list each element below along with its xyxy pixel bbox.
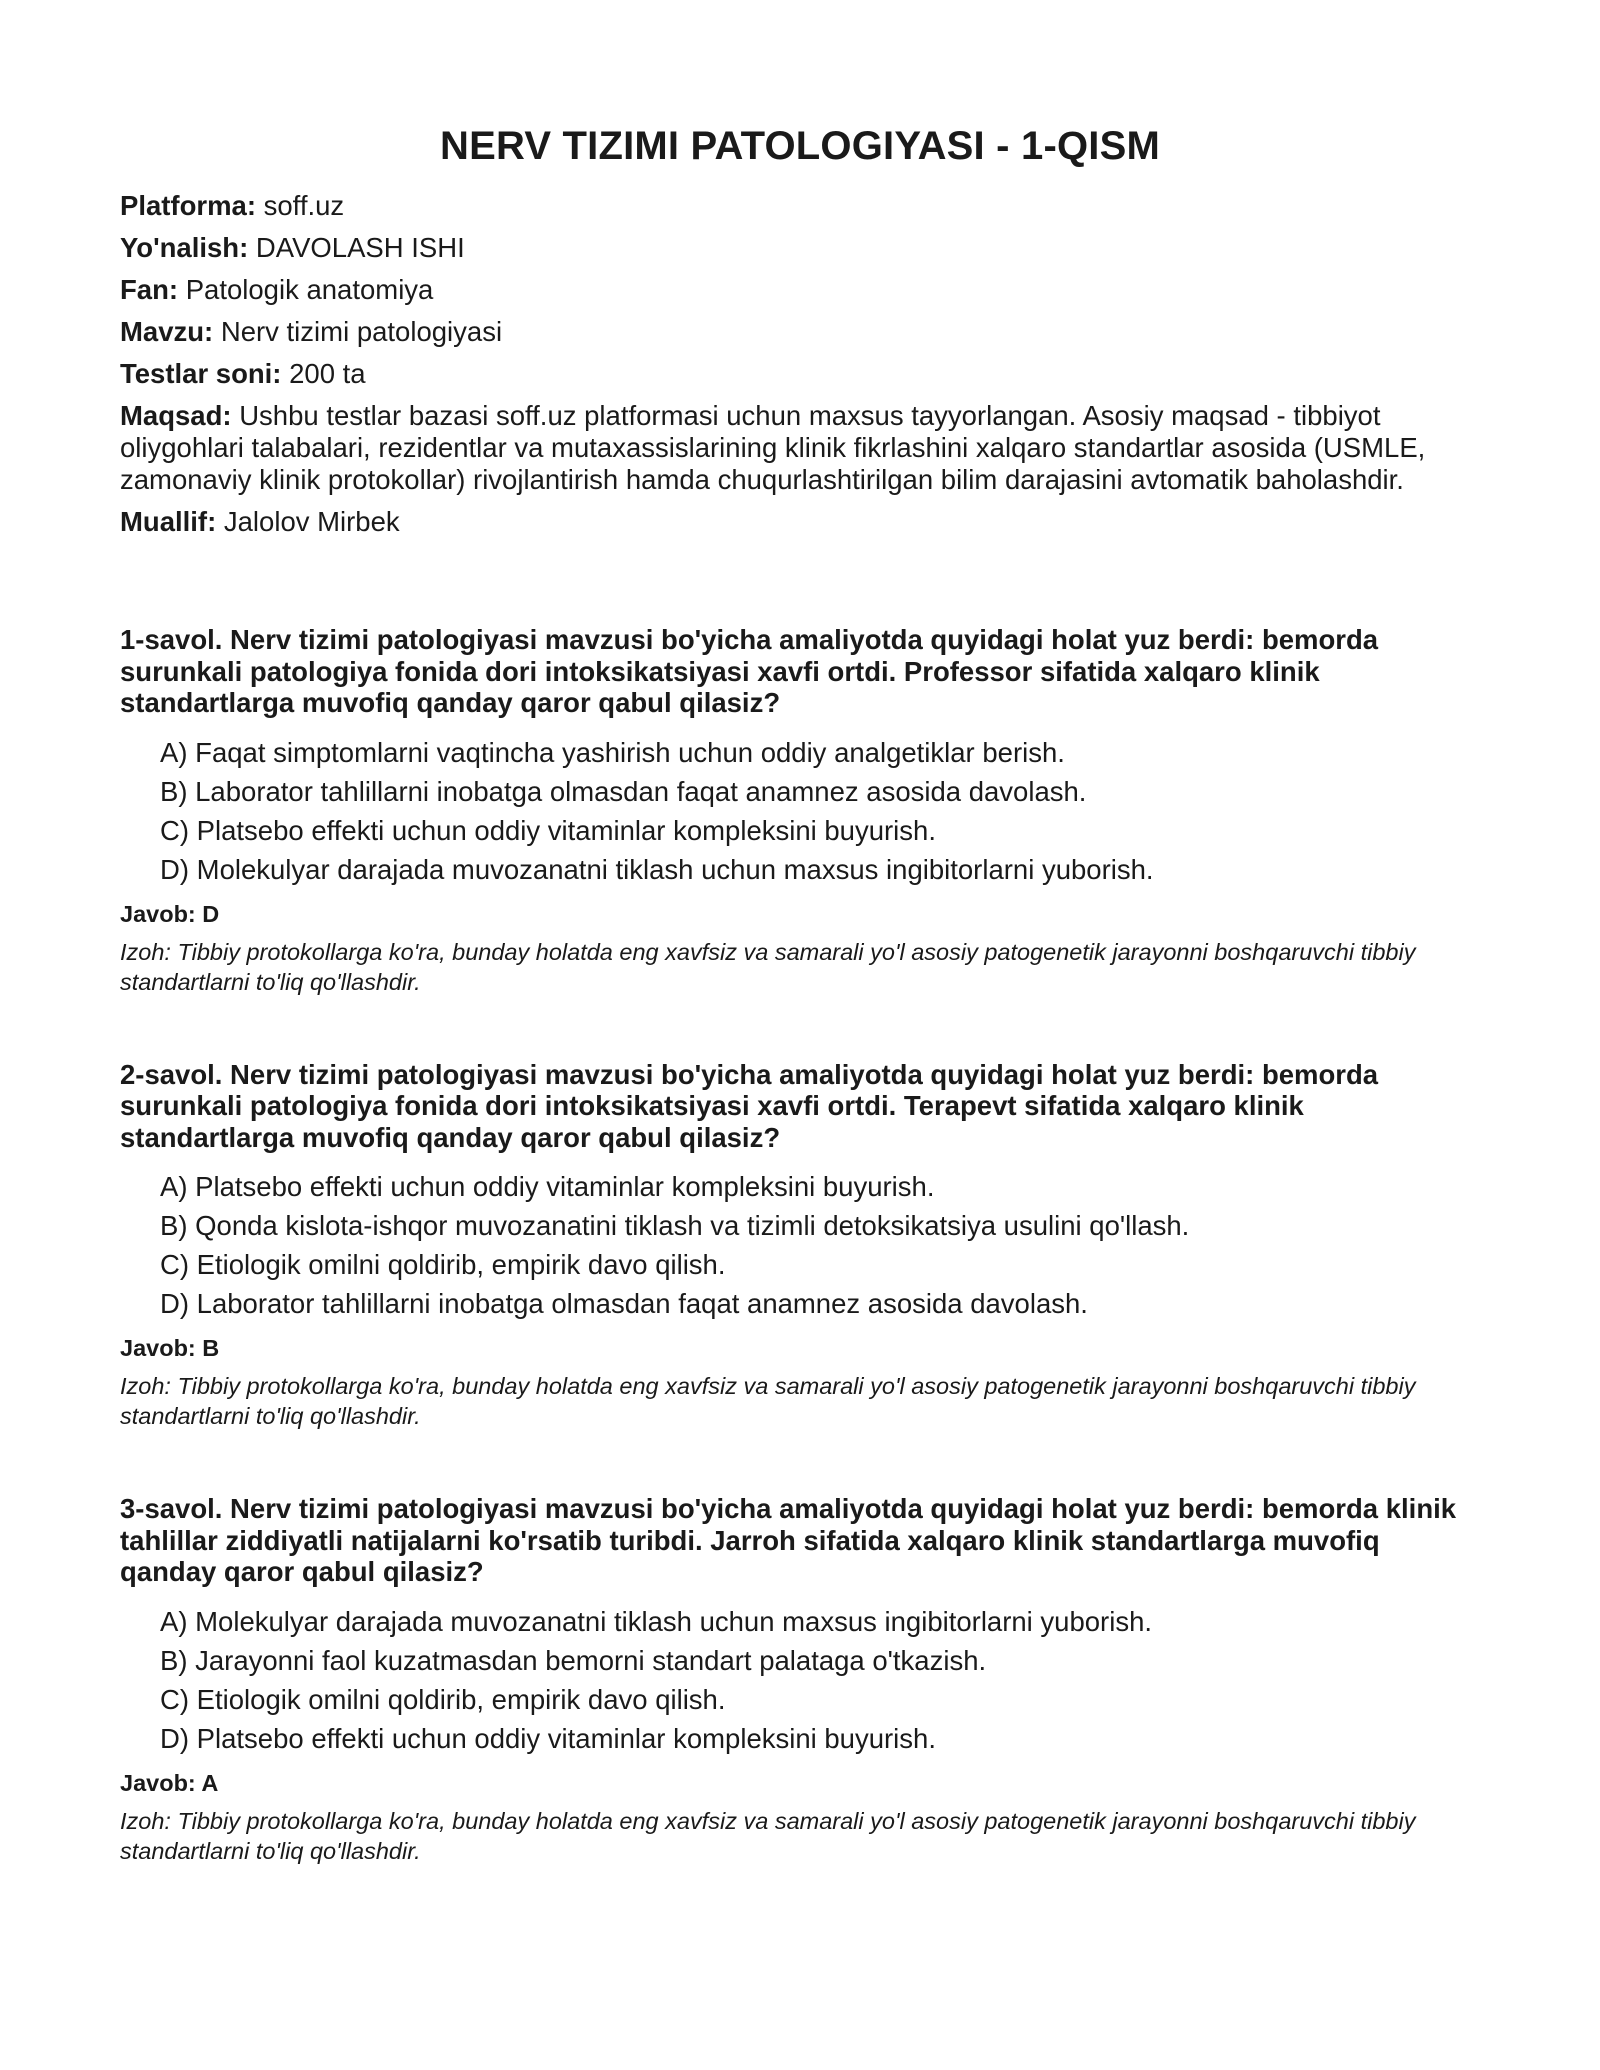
meta-testlar-soni	[120, 358, 1480, 390]
question-3	[120, 1493, 1480, 1866]
option-d: D) Molekulyar darajada muvozanatni tiklash uchun maxsus ingibitorlarni yuborish.	[160, 853, 1154, 885]
meta-maqsad	[120, 400, 1480, 496]
meta-mavzu	[120, 316, 1480, 348]
meta-value: Nerv tizimi patologiyasi	[220, 316, 503, 347]
meta-muallif	[120, 506, 1480, 538]
answer-options	[120, 1167, 1480, 1323]
meta-value: soff.uz	[263, 190, 345, 221]
meta-value: Jalolov Mirbek	[223, 506, 400, 537]
answer-explanation: Izoh: Tibbiy protokollarga ko'ra, bunday holatda eng xavfsiz va samarali yo'l asosiy patogenetik jarayonni boshqaruvchi tibbiy standartlarni to'liq qo'llashdir.	[120, 1807, 1416, 1864]
meta-label: Mavzu:	[120, 316, 214, 347]
option-c: C) Etiologik omilni qoldirib, empirik davo qilish.	[160, 1249, 726, 1280]
option-a: A) Faqat simptomlarni vaqtincha yashirish uchun oddiy analgetiklar berish.	[160, 736, 1065, 768]
meta-value: Patologik anatomiya	[185, 274, 434, 305]
meta-platforma	[120, 190, 1480, 222]
meta-value: 200 ta	[289, 358, 366, 389]
correct-answer: Javob: D	[120, 900, 220, 927]
meta-yonalish	[120, 232, 1480, 264]
correct-answer: Javob: B	[120, 1335, 220, 1361]
question-list	[120, 624, 1480, 1866]
meta-value: Ushbu testlar bazasi soff.uz platformasi uchun maxsus tayyorlangan. Asosiy maqsad - tibbiyot oliygohlari talabalari, rezidentlar va mutaxassislarining klinik fikrlashini xalqaro standartlar asosida (USMLE, zamonaviy klinik protokollar) rivojlantirish hamda chuqurlashtirilgan bilim darajasini avtomatik baholashdir.	[120, 400, 1426, 495]
meta-label: Platforma:	[120, 190, 256, 221]
option-b: B) Laborator tahlillarni inobatga olmasdan faqat anamnez asosida davolash.	[160, 775, 1087, 807]
question-text: 2-savol. Nerv tizimi patologiyasi mavzusi bo'yicha amaliyotda quyidagi holat yuz berdi: bemorda surunkali patologiya fonida dori intoksikatsiyasi xavfi ortdi. Terapevt sifatida xalqaro klinik standartlarga muvofiq qanday qaror qabul qilasiz?	[120, 1058, 1379, 1153]
option-c: C) Etiologik omilni qoldirib, empirik davo qilish.	[160, 1683, 726, 1715]
meta-label: Testlar soni:	[120, 358, 282, 389]
option-a: A) Molekulyar darajada muvozanatni tiklash uchun maxsus ingibitorlarni yuborish.	[160, 1605, 1153, 1637]
answer-options	[120, 733, 1480, 889]
option-c: C) Platsebo effekti uchun oddiy vitaminlar kompleksini buyurish.	[160, 814, 936, 846]
answer-options	[120, 1602, 1480, 1758]
meta-fan	[120, 274, 1480, 306]
option-a: A) Platsebo effekti uchun oddiy vitaminlar kompleksini buyurish.	[160, 1171, 935, 1202]
meta-label: Maqsad:	[120, 400, 232, 431]
answer-explanation: Izoh: Tibbiy protokollarga ko'ra, bunday holatda eng xavfsiz va samarali yo'l asosiy patogenetik jarayonni boshqaruvchi tibbiy standartlarni to'liq qo'llashdir.	[120, 1373, 1416, 1429]
question-1	[120, 624, 1480, 997]
meta-value: DAVOLASH ISHI	[255, 232, 465, 263]
meta-label: Fan:	[120, 274, 179, 305]
document-title: NERV TIZIMI PATOLOGIYASI - 1-QISM	[439, 124, 1161, 168]
option-d: D) Laborator tahlillarni inobatga olmasdan faqat anamnez asosida davolash.	[160, 1288, 1088, 1319]
question-text: 3-savol. Nerv tizimi patologiyasi mavzusi bo'yicha amaliyotda quyidagi holat yuz berdi: bemorda klinik tahlillar ziddiyatli natijalarni ko'rsatib turibdi. Jarroh sifatida xalqaro klinik standartlarga muvofiq qanday qaror qabul qilasiz?	[120, 1493, 1457, 1587]
answer-explanation: Izoh: Tibbiy protokollarga ko'ra, bunday holatda eng xavfsiz va samarali yo'l asosiy patogenetik jarayonni boshqaruvchi tibbiy standartlarni to'liq qo'llashdir.	[120, 938, 1416, 995]
document-meta	[120, 190, 1480, 538]
meta-label: Yo'nalish:	[120, 232, 249, 263]
option-b: B) Qonda kislota-ishqor muvozanatini tiklash va tizimli detoksikatsiya usulini qo'llash.	[160, 1210, 1190, 1241]
option-d: D) Platsebo effekti uchun oddiy vitaminlar kompleksini buyurish.	[160, 1722, 936, 1754]
option-b: B) Jarayonni faol kuzatmasdan bemorni standart palataga o'tkazish.	[160, 1644, 987, 1676]
correct-answer: Javob: A	[120, 1769, 219, 1796]
question-2	[120, 1059, 1480, 1432]
question-text: 1-savol. Nerv tizimi patologiyasi mavzusi bo'yicha amaliyotda quyidagi holat yuz berdi: bemorda surunkali patologiya fonida dori intoksikatsiyasi xavfi ortdi. Professor sifatida xalqaro klinik standartlarga muvofiq qanday qaror qabul qilasiz?	[120, 624, 1379, 718]
meta-label: Muallif:	[120, 506, 217, 537]
